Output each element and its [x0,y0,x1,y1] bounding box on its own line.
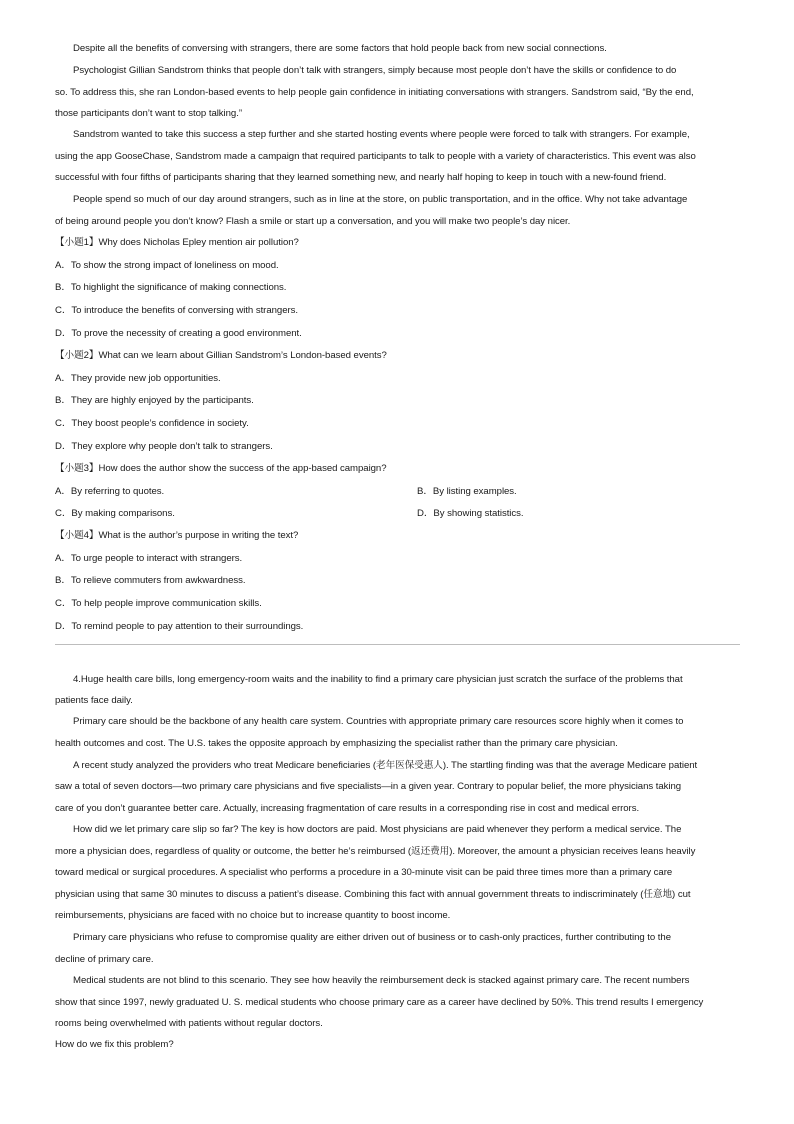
answer-option: C．By making comparisons. [55,508,175,519]
passage2-line: health outcomes and cost. The U.S. takes the opposite approach by emphasizing the specialist rather than the primary care physician. [55,738,618,749]
passage2-line: Primary care should be the backbone of any health care system. Countries with appropriate primary care resources score highly when it comes to [73,716,684,727]
passage2-line: show that since 1997, newly graduated U. S. medical students who choose primary care as a career have declined by 50%. This trend results I emergency [55,997,704,1008]
passage1-line: those participants don’t want to stop talking.” [55,108,242,119]
passage1-line: so. To address this, she ran London-based events to help people gain confidence in initiating conversations with strangers. Sandstrom said, “By the end, [55,87,694,98]
passage2-line: toward medical or surgical procedures. A specialist who performs a procedure in a 30-minute visit can be paid three times more than a primary care [55,867,673,878]
answer-option: D．To prove the necessity of creating a good environment. [55,328,302,339]
question-stem: 【小题3】How does the author show the success of the app-based campaign? [55,463,387,474]
answer-option: D．To remind people to pay attention to their surroundings. [55,621,304,632]
passage1-line: People spend so much of our day around strangers, such as in line at the store, on public transportation, and in the office. Why not take advantage [73,194,688,205]
passage1-line: Despite all the benefits of conversing with strangers, there are some factors that hold people back from new social connections. [73,43,607,54]
passage2-line: care of you don’t guarantee better care. Actually, increasing fragmentation of care results in a corresponding rise in cost and medical errors. [55,803,640,814]
passage2-line: saw a total of seven doctors—two primary care physicians and five specialists—in a given year. Contrary to popular belief, the more physicians taking [55,781,682,792]
answer-option: B．They are highly enjoyed by the participants. [55,395,254,406]
passage2-line: patients face daily. [55,695,133,706]
passage2-line: 4.Huge health care bills, long emergency-room waits and the inability to find a primary care physician just scratch the surface of the problems that [73,674,683,685]
question-stem: 【小题1】Why does Nicholas Epley mention air pollution? [55,237,299,248]
answer-option: A．By referring to quotes. [55,486,165,497]
passage2-line: decline of primary care. [55,954,154,965]
question-stem: 【小题4】What is the author’s purpose in writing the text? [55,530,299,541]
passage2-line: physician using that same 30 minutes to discuss a patient’s disease. Combining this fact with annual government threats to indiscriminately (任意地) cut [55,889,691,900]
answer-option: B．To highlight the significance of making connections. [55,282,287,293]
passage2-line: Primary care physicians who refuse to compromise quality are either driven out of business or to cash-only practices, further contributing to the [73,932,671,943]
answer-option: D．They explore why people don’t talk to strangers. [55,441,273,452]
question-stem: 【小题2】What can we learn about Gillian Sandstrom’s London-based events? [55,350,387,361]
answer-option: D．By showing statistics. [417,508,524,519]
passage1-line: Psychologist Gillian Sandstrom thinks that people don’t talk with strangers, simply because most people don’t have the skills or confidence to do [73,65,677,76]
answer-option: B．To relieve commuters from awkwardness. [55,575,246,586]
answer-option: B．By listing examples. [417,486,517,497]
answer-option: C．To help people improve communication skills. [55,598,262,609]
answer-option: A．They provide new job opportunities. [55,373,221,384]
passage1-line: using the app GooseChase, Sandstrom made a campaign that required participants to talk to people with a variety of characteristics. This event was also [55,151,696,162]
passage2-line: How did we let primary care slip so far? The key is how doctors are paid. Most physicians are paid whenever they perform a medical service. The [73,824,682,835]
passage2-line: Medical students are not blind to this scenario. They see how heavily the reimbursement deck is stacked against primary care. The recent numbers [73,975,690,986]
answer-row [55,508,745,520]
passage2-line: reimbursements, physicians are faced with no choice but to increase quantity to boost income. [55,910,451,921]
passage1-line: of being around people you don’t know? Flash a smile or start up a conversation, and you will make two people’s day nicer. [55,216,571,227]
section-divider [55,644,740,645]
answer-row [55,486,745,498]
passage2-line: A recent study analyzed the providers who treat Medicare beneficiaries (老年医保受惠人). The startling finding was that the average Medicare patient [73,760,698,771]
passage2-line: How do we fix this problem? [55,1039,174,1050]
passage1-line: Sandstrom wanted to take this success a step further and she started hosting events where people were forced to talk with strangers. For example, [73,129,690,140]
answer-option: C．To introduce the benefits of conversing with strangers. [55,305,298,316]
answer-option: A．To show the strong impact of loneliness on mood. [55,260,279,271]
answer-option: A．To urge people to interact with strangers. [55,553,243,564]
answer-option: C．They boost people’s confidence in society. [55,418,249,429]
passage1-line: successful with four fifths of participants sharing that they learned something new, and nearly half hoping to keep in touch with a new-found friend. [55,172,667,183]
passage2-line: rooms being overwhelmed with patients without regular doctors. [55,1018,323,1029]
passage2-line: more a physician does, regardless of quality or outcome, the better he’s reimbursed (返还费用). Moreover, the amount a physician receives leans heavily [55,846,696,857]
